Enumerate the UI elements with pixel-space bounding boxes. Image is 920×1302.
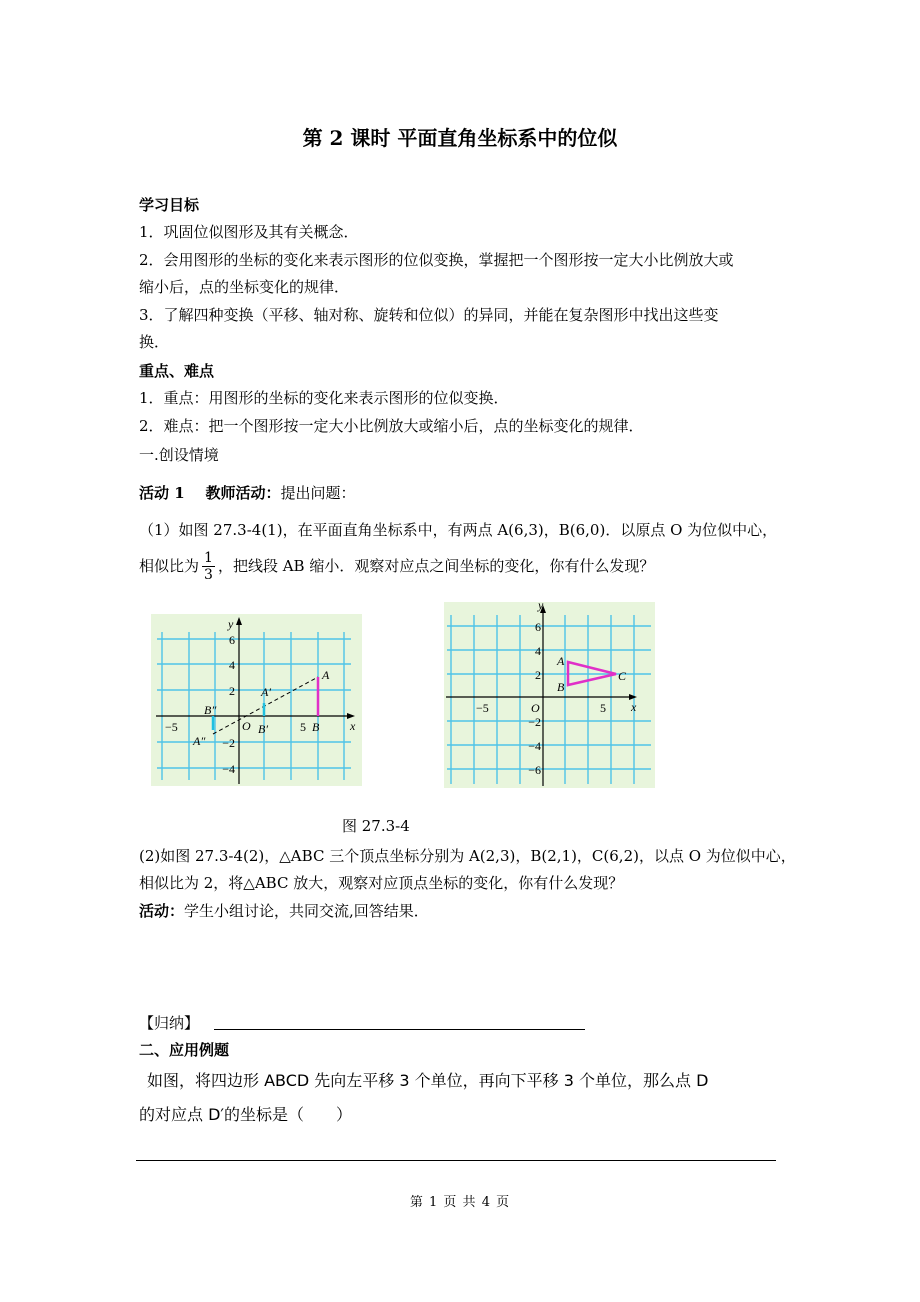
figure-2-y-tick: 4 xyxy=(535,644,541,658)
figure-1-point-B-prime: B′ xyxy=(258,722,268,736)
footer-divider xyxy=(136,1160,776,1161)
figure-2-x-tick: −5 xyxy=(476,701,489,715)
figure-1-x-tick: −5 xyxy=(165,720,178,734)
figure-1-y-tick: 4 xyxy=(229,658,235,672)
teacher-activity-label: 教师活动： xyxy=(205,484,281,502)
figure-2-x-tick: 5 xyxy=(600,701,606,715)
figure-1-point-A-double-prime: A″ xyxy=(193,734,206,748)
figure-2-point-A: A xyxy=(557,654,565,668)
objective-3-line1: 3．了解四种变换（平移、轴对称、旋转和位似）的异同，并能在复杂图形中找出这些变 xyxy=(139,306,719,324)
question-1-ratio-prefix: 相似比为 xyxy=(139,557,200,575)
example-line1: 如图，将四边形 ABCD 先向左平移 3 个单位，再向下平移 3 个单位，那么点 D xyxy=(147,1071,709,1090)
figure-2-y-tick: 6 xyxy=(535,620,541,634)
activity-1-label: 活动 1 xyxy=(139,484,185,502)
figure-2-origin-label: O xyxy=(531,701,540,715)
figure-1-point-A: A xyxy=(322,668,330,682)
key-points-heading: 重点、难点 xyxy=(139,362,215,380)
key-point-2: 2．难点：把一个图形按一定大小比例放大或缩小后，点的坐标变化的规律． xyxy=(139,417,644,435)
figure-1-point-B-double-prime: B″ xyxy=(204,703,217,717)
question-1-ratio-suffix: ，把线段 AB 缩小．观察对应点之间坐标的变化，你有什么发现？ xyxy=(217,557,655,575)
page-footer: 第 1 页 共 4 页 xyxy=(409,1195,511,1210)
figure-2-y-tick: −4 xyxy=(528,739,541,753)
figure-2-point-B: B xyxy=(557,680,565,694)
question-1-line2 xyxy=(139,546,654,586)
objective-1: 1．巩固位似图形及其有关概念． xyxy=(139,223,359,241)
teacher-activity-prompt: 提出问题： xyxy=(280,484,356,502)
question-2-line1: (2)如图 27.3-4(2)，△ABC 三个顶点坐标分别为 A(2,3)，B(2,1)，C(6,2)，以点 O 为位似中心， xyxy=(139,847,796,865)
section-2-heading: 二、应用例题 xyxy=(139,1041,230,1059)
figure-1-x-tick: 5 xyxy=(300,720,306,734)
figure-2-y-tick: −6 xyxy=(528,763,541,777)
figure-2-x-label: x xyxy=(631,700,637,714)
objective-2-line2: 缩小后，点的坐标变化的规律． xyxy=(139,278,350,296)
figure-1-background xyxy=(151,614,362,786)
key-point-1: 1．重点：用图形的坐标的变化来表示图形的位似变换． xyxy=(139,389,509,407)
figure-1-point-A-prime: A′ xyxy=(261,685,271,699)
question-2-line2: 相似比为 2，将△ABC 放大，观察对应顶点坐标的变化，你有什么发现？ xyxy=(139,874,624,892)
figure-2-y-label: y xyxy=(538,598,544,612)
figure-1-x-label: x xyxy=(350,719,356,733)
figure-caption: 图 27.3-4 xyxy=(342,817,410,835)
question-1-line1: （1）如图 27.3-4(1)，在平面直角坐标系中，有两点 A(6,3)，B(6,0)．以原点 O 为位似中心， xyxy=(139,521,778,539)
summary-blank-line[interactable] xyxy=(214,1029,585,1030)
figure-1-y-tick: 6 xyxy=(229,633,235,647)
figure-1-point-B: B xyxy=(312,720,320,734)
figure-1-coordinate-plane xyxy=(151,612,365,790)
fraction-one-third xyxy=(202,550,215,583)
activity-2-label: 活动： xyxy=(139,902,185,920)
figure-2-y-tick: −2 xyxy=(528,715,541,729)
objective-2-line1: 2．会用图形的坐标的变化来表示图形的位似变换，掌握把一个图形按一定大小比例放大或 xyxy=(139,251,734,269)
example-line2: 的对应点 D′的坐标是（ ） xyxy=(139,1105,353,1124)
figure-2-background xyxy=(444,602,655,788)
objectives-heading: 学习目标 xyxy=(139,196,200,214)
figure-2-point-C: C xyxy=(618,669,627,683)
fraction-denominator: 3 xyxy=(204,566,213,583)
section-1-heading: 一.创设情境 xyxy=(139,446,219,464)
figure-2-coordinate-plane xyxy=(443,598,657,791)
figure-1-y-tick: −4 xyxy=(222,762,235,776)
fraction-numerator: 1 xyxy=(204,549,213,566)
activity-2-text: 学生小组讨论，共同交流,回答结果． xyxy=(184,902,429,920)
summary-label: 【归纳】 xyxy=(139,1014,200,1032)
figure-2-y-tick: 2 xyxy=(535,668,541,682)
figure-1-y-label: y xyxy=(228,617,234,631)
figure-1-y-tick: −2 xyxy=(222,736,235,750)
figure-1-y-tick: 2 xyxy=(229,684,235,698)
objective-3-line2: 换． xyxy=(139,333,170,351)
activity-1-line xyxy=(139,482,355,504)
figure-1-origin-label: O xyxy=(242,719,251,733)
activity-2-line xyxy=(139,900,429,922)
page-title: 第 2 课时 平面直角坐标系中的位似 xyxy=(302,126,618,150)
